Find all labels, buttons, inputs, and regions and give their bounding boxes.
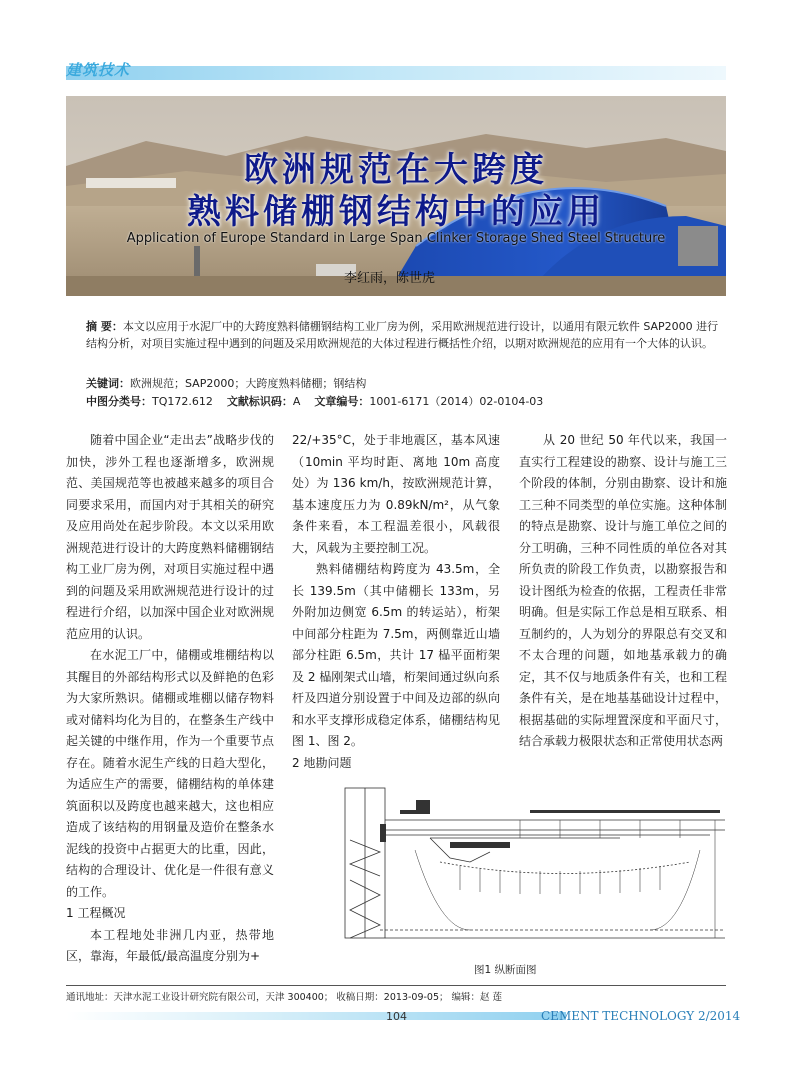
section-header-band bbox=[66, 66, 726, 80]
abstract-text: 本文以应用于水泥厂中的大跨度熟料储棚钢结构工业厂房为例，采用欧洲规范进行设计，以通用有限元软件 SAP2000 进行结构分析，对项目实施过程中遇到的问题及采用欧洲规范的大体过程进行概括性介绍，以期对欧洲规范的应用有一个大体的认识。 bbox=[86, 320, 719, 350]
journal-name: CEMENT TECHNOLOGY 2/2014 bbox=[541, 1009, 741, 1023]
english-title: Application of Europe Standard in Large Span Clinker Storage Shed Steel Structure bbox=[126, 231, 666, 246]
section-heading-2: 2 地勘问题 bbox=[292, 755, 352, 770]
keywords-text: 欧洲规范；SAP2000；大跨度熟料储棚；钢结构 bbox=[130, 377, 367, 390]
clc-label: 中图分类号： bbox=[86, 395, 152, 408]
abstract bbox=[86, 318, 726, 352]
figure-1-section-drawing bbox=[320, 780, 725, 950]
section-drawing bbox=[320, 780, 725, 950]
article-id-label: 文章编号： bbox=[314, 395, 370, 408]
classification-line bbox=[86, 393, 726, 410]
body-column-3 bbox=[519, 430, 727, 753]
paragraph: 本工程地处非洲几内亚，热带地区，靠海，年最低/最高温度分别为+ bbox=[66, 927, 274, 963]
page-number: 104 bbox=[386, 1010, 407, 1023]
authors: 李红雨，陈世虎 bbox=[344, 271, 436, 286]
doc-code-label: 文献标识码： bbox=[226, 395, 293, 408]
paragraph: 22/+35°C，处于非地震区，基本风速（10min 平均时距、离地 10m 高度处）为 136 km/h，按欧洲规范计算，基本速度压力为 0.89kN/m²，从气象条件来看，本工程温差很小，风载很大，风载为主要控制工况。 bbox=[292, 433, 500, 555]
keywords bbox=[86, 375, 726, 392]
body-column-2 bbox=[292, 430, 500, 774]
keywords-label: 关键词： bbox=[86, 377, 130, 390]
page-number-bar bbox=[66, 1012, 566, 1020]
figure-caption: 图1 纵断面图 bbox=[474, 964, 537, 976]
body-column-1 bbox=[66, 430, 274, 968]
section-heading-1: 1 工程概况 bbox=[66, 906, 126, 920]
paragraph: 从 20 世纪 50 年代以来，我国一直实行工程建设的勘察、设计与施工三个阶段的体制，分别由勘察、设计和施工三种不同类型的单位实施。这种体制的特点是勘察、设计与施工单位之间的分工明确，三种不同性质的单位各对其所负责的阶段工作负责，以勘察报告和设计图纸为检查的依据，工程责任非常明确。但是实际工作总是相互联系、相互制约的，人为划分的界限总有交叉和不太合理的问题，如地基承载力的确定，其不仅与地质条件有关，也和工程条件有关，是在地基基础设计过程中，根据基础的实际埋置深度和平面尺寸，结合承载力极限状态和正常使用状态两 bbox=[519, 433, 727, 748]
doc-code: A bbox=[292, 395, 301, 408]
clc-number: TQ172.612 bbox=[152, 395, 213, 408]
footer-note: 通讯地址：天津水泥工业设计研究院有限公司，天津 300400； 收稿日期：2013-09-05； 编辑：赵 莲 bbox=[66, 992, 503, 1003]
abstract-label: 摘 要： bbox=[86, 320, 123, 333]
article-id: 1001-6171（2014）02-0104-03 bbox=[369, 395, 544, 408]
title-line-1: 欧洲规范在大跨度 bbox=[244, 150, 548, 190]
paragraph: 熟料储棚结构跨度为 43.5m，全长 139.5m（其中储棚长 133m，另外附加边侧宽 6.5m 的转运站），桁架中间部分柱距为 7.5m，两侧靠近山墙部分柱距 6.5m，共计 17 榀平面桁架及 2 榀刚架式山墙，桁架间通过纵向系杆及四道分别设置于中间及边部的纵向和水平支撑形成稳定体系，储棚结构见图 1、图 2。 bbox=[292, 562, 500, 748]
paragraph: 在水泥工厂中，储棚或堆棚结构以其醒目的外部结构形式以及鲜艳的色彩为大家所熟识。储棚或堆棚以储存物料或对储料均化为目的，在整条生产线中起关键的中继作用，作为一个重要节点存在。随着水泥生产线的日趋大型化，为适应生产的需要，储棚结构的单体建筑面积以及跨度也越来越大，这也相应造成了该结构的用钢量及造价在整条水泥线的投资中占据更大的比重，因此，结构的合理设计、优化是一件很有意义的工作。 bbox=[66, 648, 274, 899]
footer-divider bbox=[66, 985, 726, 986]
title-line-2: 熟料储棚钢结构中的应用 bbox=[187, 192, 605, 232]
paragraph: 随着中国企业“走出去”战略步伐的加快，涉外工程也逐渐增多，欧洲规范、美国规范等也被越来越多的项目合同要求采用，而国内对于其相关的研究及应用尚处在起步阶段。本文以采用欧洲规范进行设计的大跨度熟料储棚钢结构工业厂房为例，对项目实施过程中遇到的问题及采用欧洲规范进行设计的过程进行介绍，以加深中国企业对欧洲规范应用的认识。 bbox=[66, 433, 274, 641]
section-label: 建筑技术 bbox=[66, 61, 131, 79]
